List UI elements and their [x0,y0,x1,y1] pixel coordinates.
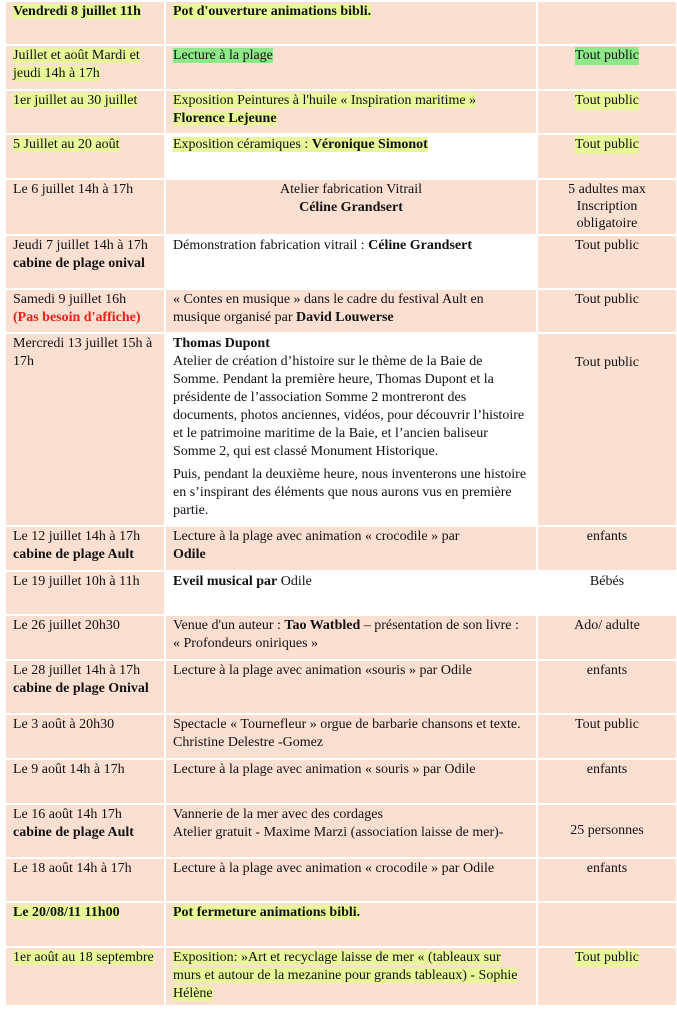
audience-text: Tout public [575,292,639,307]
event-cell [165,1,537,45]
date-cell [5,759,165,804]
date-cell [5,526,165,571]
event-cell [165,804,537,858]
audience-cell [537,804,677,858]
date-text: Jeudi 7 juillet 14h à 17h [13,238,148,253]
event-text: « Contes en musique » dans le cadre du festival Ault en musique organisé par [173,292,484,325]
audience-text: 25 personnes [570,822,644,838]
audience-cell [537,45,677,90]
audience-cell [537,714,677,759]
date-text: Juillet et août Mardi et jeudi 14h à 17h [13,48,140,81]
artist-name: Véronique Simonot [311,137,428,152]
audience-cell [537,1,677,45]
event-cell [165,90,537,134]
table-row [5,45,677,90]
event-text: Eveil musical par [173,574,278,589]
artist-name: Céline Grandsert [299,200,403,215]
date-text: Le 28 juillet 14h à 17h [13,663,141,678]
date-text: Le 26 juillet 20h30 [13,618,120,633]
date-cell [5,333,165,526]
audience-text: Ado/ adulte [574,618,640,633]
event-description: Atelier de création d’histoire sur le thème de la Baie de Somme. Pendant la première heure, Thomas Dupont et la présidente de l’association Somme 2 montreront des documents, photos anciennes, vidéos, pour découvrir l’histoire et le patrimoine maritime de la Baie, et l’ancien baliseur Somme 2, qui est classé Monument Historique. [173,354,525,459]
date-cell [5,804,165,858]
date-cell [5,235,165,289]
event-cell [165,179,537,235]
date-text: Samedi 9 juillet 16h [13,292,127,307]
date-cell [5,90,165,134]
audience-cell [537,179,677,235]
audience-text: enfants [586,762,628,777]
artist-name: Céline Grandsert [368,238,472,253]
table-row [5,526,677,571]
audience-cell [537,134,677,179]
location-text: cabine de plage onival [13,256,145,271]
event-description: Puis, pendant la deuxième heure, nous inventerons une histoire en s’inspirant des éléments que nous aurons vus en première partie. [173,467,527,518]
audience-text: Tout public [575,238,639,253]
audience-cell [537,759,677,804]
date-cell [5,179,165,235]
event-text: – présentation de son livre : « Profondeurs oniriques » [173,618,519,651]
date-cell [5,289,165,333]
date-text: Le 16 août 14h 17h [13,807,122,822]
table-row [5,90,677,134]
audience-cell [537,660,677,714]
table-row [5,615,677,660]
artist-name: Florence Lejeune [173,111,277,126]
event-text: Lecture à la plage avec animation «souris » par Odile [173,663,472,678]
event-text: Lecture à la plage avec animation « crocodile » par Odile [173,861,495,876]
table-row [5,571,677,615]
date-cell [5,660,165,714]
artist-name: Tao Watbled [284,618,361,633]
date-text: 1er juillet au 30 juillet [13,93,138,108]
table-row [5,947,677,1006]
date-cell [5,571,165,615]
event-text: Exposition céramiques : [173,137,312,152]
event-text: Lecture à la plage avec animation « souris » par Odile [173,762,476,777]
date-cell [5,615,165,660]
audience-text: enfants [586,663,628,678]
event-text: Venue d'un auteur : [173,618,285,633]
event-text: Lecture à la plage avec animation « crocodile » par [173,529,460,544]
event-cell [165,902,537,947]
audience-cell [537,902,677,947]
event-cell [165,333,537,526]
event-cell [165,714,537,759]
table-row [5,804,677,858]
event-text: Exposition Peintures à l'huile « Inspiration maritime » [173,93,477,108]
audience-text: Tout public [575,355,639,370]
event-cell [165,615,537,660]
date-text: Le 20/08/11 11h00 [13,905,120,920]
table-row [5,333,677,526]
audience-text: enfants [586,861,628,876]
audience-cell [537,235,677,289]
table-row [5,179,677,235]
date-cell [5,1,165,45]
audience-text: Tout public [575,950,639,965]
audience-cell [537,858,677,902]
audience-cell [537,947,677,1006]
date-text: Vendredi 8 juillet 11h [13,4,141,19]
audience-text: Tout public [575,93,639,108]
table-row [5,858,677,902]
audience-cell [537,571,677,615]
event-cell [165,235,537,289]
table-row [5,289,677,333]
artist-name: David Louwerse [296,310,394,325]
audience-text: Bébés [589,574,625,589]
audience-cell [537,289,677,333]
events-table [4,0,677,1007]
event-text: Vannerie de la mer avec des cordages [173,807,383,822]
date-text: Le 12 juillet 14h à 17h [13,529,141,544]
date-cell [5,714,165,759]
event-text: Lecture à la plage [173,48,273,63]
event-cell [165,759,537,804]
table-row [5,902,677,947]
audience-cell [537,333,677,526]
event-cell [165,571,537,615]
event-text: Exposition: »Art et recyclage laisse de mer « (tableaux sur murs et autour de la mezanine pour grands tableaux) - Sophie Hélène [173,950,518,1001]
location-text: cabine de plage Onival [13,681,149,696]
date-text: Le 6 juillet 14h à 17h [13,182,134,197]
event-text: Démonstration fabrication vitrail : [173,238,369,253]
event-text: Pot d'ouverture animations bibli. [173,4,372,19]
event-text: Spectacle « Tournefleur » orgue de barbarie chansons et texte. Christine Delestre -Gomez [173,717,521,750]
date-text: Le 3 août à 20h30 [13,717,115,732]
audience-cell [537,526,677,571]
date-text: Mercredi 13 juillet 15h à 17h [13,336,153,369]
audience-text: enfants [586,529,628,544]
table-row [5,1,677,45]
audience-cell [537,90,677,134]
event-cell [165,947,537,1006]
event-cell [165,660,537,714]
audience-text: Tout public [575,717,639,732]
date-text: 5 Juillet au 20 août [13,137,120,152]
table-row [5,714,677,759]
date-cell [5,134,165,179]
event-cell [165,45,537,90]
audience-text: Tout public [575,137,639,152]
audience-cell [537,615,677,660]
event-text: Atelier gratuit - Maxime Marzi (association laisse de mer)- [173,825,504,840]
event-cell [165,858,537,902]
artist-name: Odile [173,547,206,562]
date-cell [5,858,165,902]
date-text: Le 9 août 14h à 17h [13,762,125,777]
table-row [5,759,677,804]
artist-name: Odile [277,574,312,589]
date-text: Le 19 juillet 10h à 11h [13,574,140,589]
date-text: Le 18 août 14h à 17h [13,861,132,876]
table-row [5,660,677,714]
note-text: (Pas besoin d'affiche) [13,310,141,325]
table-row [5,235,677,289]
date-cell [5,947,165,1006]
audience-line: Inscription [576,199,638,214]
date-cell [5,45,165,90]
artist-name: Thomas Dupont [173,336,270,351]
audience-line: obligatoire [576,216,638,231]
audience-line: 5 adultes max [568,182,646,197]
location-text: cabine de plage Ault [13,547,134,562]
event-text: Atelier fabrication Vitrail [280,182,422,197]
event-cell [165,289,537,333]
location-text: cabine de plage Ault [13,825,134,840]
table-row [5,134,677,179]
date-cell [5,902,165,947]
event-text: Pot fermeture animations bibli. [173,905,361,920]
event-cell [165,134,537,179]
audience-text: Tout public [575,48,639,63]
date-text: 1er août au 18 septembre [13,950,154,965]
event-cell [165,526,537,571]
